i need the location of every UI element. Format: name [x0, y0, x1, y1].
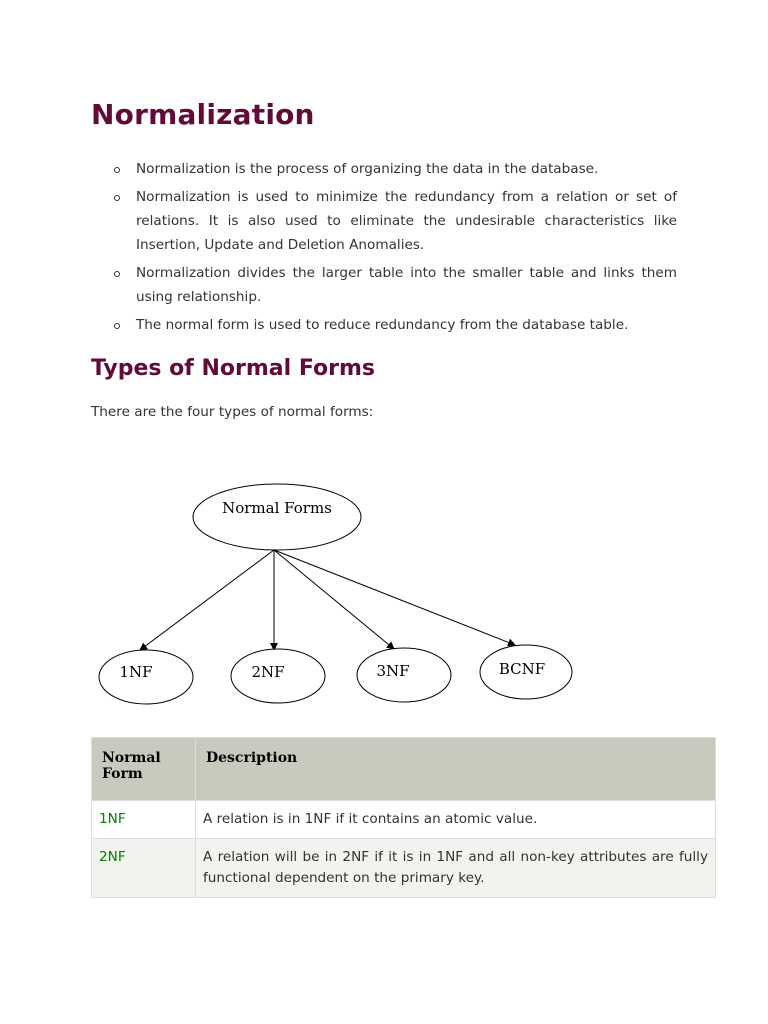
description-cell: A relation will be in 2NF if it is in 1NF and all non-key attributes are fully functional dependent on the primary key.: [196, 839, 716, 898]
node-bcnf-label: BCNF: [498, 660, 546, 678]
node-2nf-label: 2NF: [251, 663, 285, 681]
table-header-row: [92, 738, 716, 801]
node-1nf-label: 1NF: [119, 663, 153, 681]
description-cell: A relation is in 1NF if it contains an atomic value.: [196, 801, 716, 839]
normal-forms-diagram: [90, 470, 590, 720]
bullet-item: Normalization divides the larger table into the smaller table and links them using relationship.: [92, 261, 677, 309]
arrow-to-bcnf: [274, 550, 515, 645]
page-title: Normalization: [91, 98, 315, 131]
normalization-bullet-list: [92, 157, 677, 341]
bullet-item: Normalization is used to minimize the redundancy from a relation or set of relations. It is also used to eliminate the undesirable characteristics like Insertion, Update and Deletion Anomalies.: [92, 185, 677, 257]
bullet-item: Normalization is the process of organizing the data in the database.: [92, 157, 677, 181]
column-header-description: Description: [196, 738, 716, 801]
column-header-normal-form: Normal Form: [92, 738, 196, 801]
section-heading: Types of Normal Forms: [91, 356, 375, 381]
normal-forms-table: [91, 737, 716, 898]
root-node-label: Normal Forms: [222, 499, 332, 517]
bullet-item: The normal form is used to reduce redundancy from the database table.: [92, 313, 677, 337]
table-row: [92, 801, 716, 839]
root-node-ellipse: [193, 484, 361, 550]
intro-text: There are the four types of normal forms:: [91, 404, 374, 420]
normal-form-cell: 2NF: [92, 839, 196, 898]
arrow-to-3nf: [274, 550, 394, 649]
arrow-to-1nf: [140, 550, 274, 650]
node-3nf-label: 3NF: [376, 662, 410, 680]
normal-form-cell: 1NF: [92, 801, 196, 839]
table-row: [92, 839, 716, 898]
